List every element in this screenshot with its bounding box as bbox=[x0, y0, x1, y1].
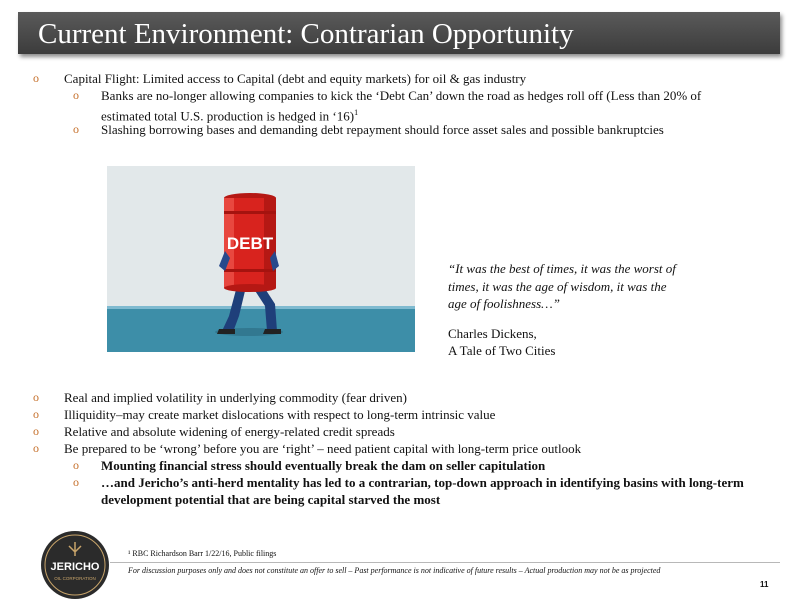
list-item: o Capital Flight: Limited access to Capital (debt and equity markets) for oil & gas industry bbox=[33, 71, 527, 86]
list-item: o Slashing borrowing bases and demanding debt repayment should force asset sales and possible bankruptcies bbox=[73, 122, 664, 137]
bullet-marker-icon: o bbox=[33, 71, 39, 85]
barrel-label: DEBT bbox=[226, 234, 274, 253]
list-item: o Be prepared to be ‘wrong’ before you are ‘right’ – need patient capital with long-term price outlook bbox=[33, 441, 582, 456]
jericho-logo-icon bbox=[40, 530, 110, 600]
list-item: o Mounting financial stress should eventually break the dam on seller capitulation bbox=[73, 458, 546, 473]
list-item: o Relative and absolute widening of energy-related credit spreads bbox=[33, 424, 395, 439]
bullet-marker-icon: o bbox=[73, 458, 79, 472]
debt-barrel-icon bbox=[107, 166, 415, 352]
debt-barrel-illustration bbox=[107, 166, 415, 352]
list-item: o …and Jericho’s anti-herd mentality has led to a contrarian, top-down approach in identifying basins with long-term development potential that are being capital starved the most bbox=[73, 475, 744, 507]
bullet-marker-icon: o bbox=[73, 88, 79, 102]
bullet-marker-icon: o bbox=[73, 475, 79, 489]
title-bar bbox=[18, 12, 780, 54]
list-item: o Illiquidity–may create market dislocations with respect to long-term intrinsic value bbox=[33, 407, 496, 422]
page-number: 11 bbox=[760, 580, 769, 589]
bullet-marker-icon: o bbox=[73, 122, 79, 136]
bullet-marker-icon: o bbox=[33, 407, 39, 421]
footer-divider bbox=[110, 562, 780, 563]
list-item: o Real and implied volatility in underlying commodity (fear driven) bbox=[33, 390, 407, 405]
logo-wordmark: JERICHO bbox=[50, 561, 100, 573]
bullet-marker-icon: o bbox=[33, 424, 39, 438]
bullet-marker-icon: o bbox=[33, 390, 39, 404]
footnote: ¹ RBC Richardson Barr 1/22/16, Public filings bbox=[128, 549, 277, 558]
jericho-logo bbox=[40, 530, 110, 600]
list-item: o Banks are no-longer allowing companies to kick the ‘Debt Can’ down the road as hedges roll off (Less than 20% of estimated total U.S. production is hedged in ‘16)$^1$ bbox=[73, 88, 702, 124]
logo-subtitle: OIL CORPORATION bbox=[54, 576, 96, 581]
page-title: Current Environment: Contrarian Opportunity bbox=[38, 18, 574, 50]
bullet-marker-icon: o bbox=[33, 441, 39, 455]
disclaimer: For discussion purposes only and does not constitute an offer to sell – Past performance is not indicative of future results – Actual production may not be as projected bbox=[128, 566, 661, 575]
quote-text: “It was the best of times, it was the worst of times, it was the age of wisdom, it was the age of foolishness…” bbox=[448, 261, 676, 311]
quote-attribution: Charles Dickens, A Tale of Two Cities bbox=[448, 326, 556, 358]
